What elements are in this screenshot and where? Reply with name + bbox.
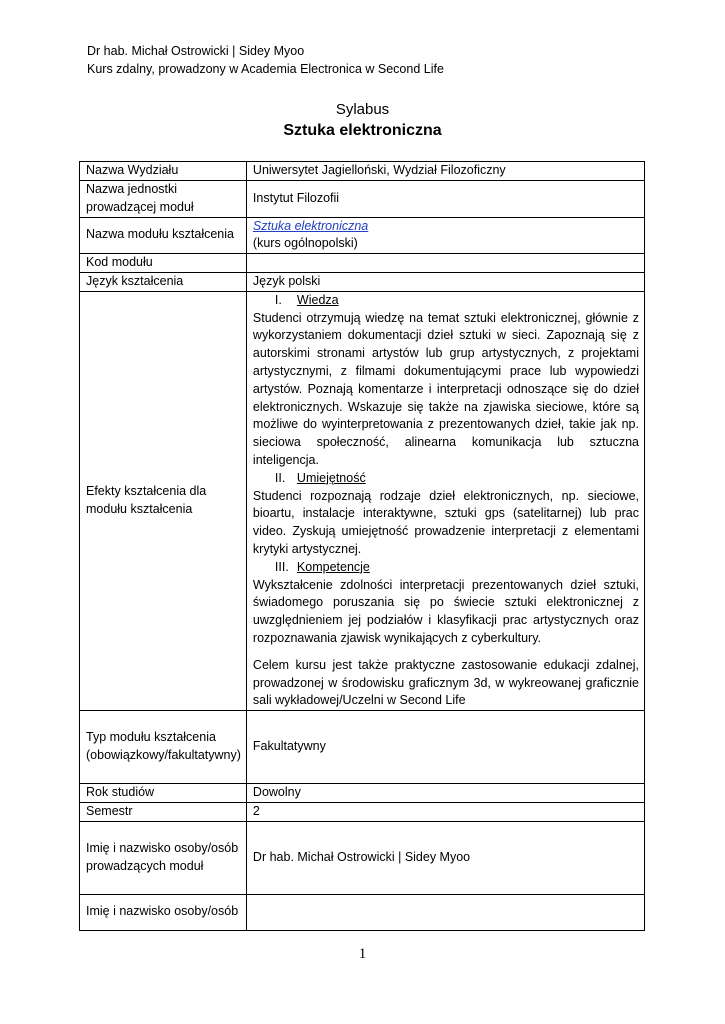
code-value bbox=[246, 254, 644, 273]
language-value: Język polski bbox=[246, 272, 644, 291]
effects-label: Efekty kształcenia dla modułu kształcenia bbox=[80, 291, 247, 710]
section-title: Wiedza bbox=[296, 292, 339, 307]
section-number: III. bbox=[274, 559, 289, 574]
table-row bbox=[80, 162, 645, 181]
table-row bbox=[80, 894, 645, 930]
table-row bbox=[80, 291, 645, 710]
document-kind: Sylabus bbox=[335, 101, 390, 118]
code-label: Kod modułu bbox=[80, 254, 247, 273]
effects-closing-text: Celem kursu jest także praktyczne zastosowanie edukacji zdalnej, prowadzonej w środowisku graficznym 3d, w wykreowanej graficznie sali wykładowej/Uczelni w Second Life bbox=[252, 657, 639, 708]
document-title: Sztuka elektroniczna bbox=[283, 122, 442, 139]
language-label: Język kształcenia bbox=[80, 272, 247, 291]
module-value bbox=[246, 217, 644, 254]
table-row bbox=[80, 802, 645, 821]
semester-label: Semestr bbox=[80, 802, 247, 821]
unit-value: Instytut Filozofii bbox=[246, 181, 644, 218]
type-value: Fakultatywny bbox=[246, 711, 644, 784]
lecturer-label: Imię i nazwisko osoby/osób prowadzących moduł bbox=[80, 821, 247, 894]
section-number: II. bbox=[274, 470, 286, 485]
effects-knowledge-text: Studenci otrzymują wiedzę na temat sztuki elektronicznej, głównie z wykorzystaniem dokumentacji dzieł sztuki w sieci. Zapoznają się z autorskimi stronami artystów lub grup artystycznych, z projektami artystycznymi, z filmami dokumentującymi prace lub wypowiedzi artystów. Poznają komentarze i interpretacji odnoszące się do dzieł elektronicznych. Wskazuje się także na zjawiska sieciowe, które są możliwe do wyinterpretowania z prezentowanych dzieł, takie jak np. sieciowa społeczność, alinearna komunikacja lub sztuczna inteligencja. bbox=[252, 310, 639, 467]
faculty-value: Uniwersytet Jagielloński, Wydział Filozoficzny bbox=[246, 162, 644, 181]
page-header bbox=[87, 42, 444, 78]
section-number: I. bbox=[274, 292, 282, 307]
type-label: Typ modułu kształcenia (obowiązkowy/fakultatywny) bbox=[80, 711, 247, 784]
section-title: Kompetencje bbox=[296, 559, 370, 574]
lecturer-value: Dr hab. Michał Ostrowicki | Sidey Myoo bbox=[246, 821, 644, 894]
semester-value: 2 bbox=[246, 802, 644, 821]
spacer bbox=[253, 648, 639, 657]
effects-competences-text: Wykształcenie zdolności interpretacji prezentowanych dzieł sztuki, świadomego poruszania się po świecie sztuki elektronicznej z uwzględnieniem jej podziałów i klasyfikacji prac artystycznych oraz rozpoznawania zjawisk wynikających z cyberkultury. bbox=[252, 577, 639, 645]
module-link[interactable]: Sztuka elektroniczna bbox=[252, 218, 369, 233]
effects-section-skills bbox=[253, 470, 639, 488]
effects-section-competences bbox=[253, 559, 639, 577]
page-number: 1 bbox=[358, 946, 367, 962]
table-row bbox=[80, 821, 645, 894]
effects-section-knowledge bbox=[253, 292, 639, 310]
table-row bbox=[80, 181, 645, 218]
unit-label: Nazwa jednostki prowadzącej moduł bbox=[80, 181, 247, 218]
table-row bbox=[80, 711, 645, 784]
table-row bbox=[80, 784, 645, 803]
syllabus-table bbox=[79, 161, 645, 931]
year-value: Dowolny bbox=[246, 784, 644, 803]
section-title: Umiejętność bbox=[296, 470, 366, 485]
module-label: Nazwa modułu kształcenia bbox=[80, 217, 247, 254]
header-author: Dr hab. Michał Ostrowicki | Sidey Myoo bbox=[87, 44, 305, 58]
faculty-label: Nazwa Wydziału bbox=[80, 162, 247, 181]
table-row bbox=[80, 272, 645, 291]
table-row bbox=[80, 254, 645, 273]
effects-value bbox=[246, 291, 644, 710]
examiner-label: Imię i nazwisko osoby/osób bbox=[80, 894, 247, 930]
header-course-info: Kurs zdalny, prowadzony w Academia Electronica w Second Life bbox=[87, 62, 444, 76]
table-row bbox=[80, 217, 645, 254]
year-label: Rok studiów bbox=[80, 784, 247, 803]
module-note: (kurs ogólnopolski) bbox=[252, 236, 358, 251]
effects-skills-text: Studenci rozpoznają rodzaje dzieł elektronicznych, np. sieciowe, bioartu, instalacje interaktywne, sztuki gps (satelitarnej) lub prac video. Zyskują umiejętność prowadzenie interpretacji z elementami krytyki artystycznej. bbox=[252, 488, 639, 556]
examiner-value bbox=[246, 894, 644, 930]
